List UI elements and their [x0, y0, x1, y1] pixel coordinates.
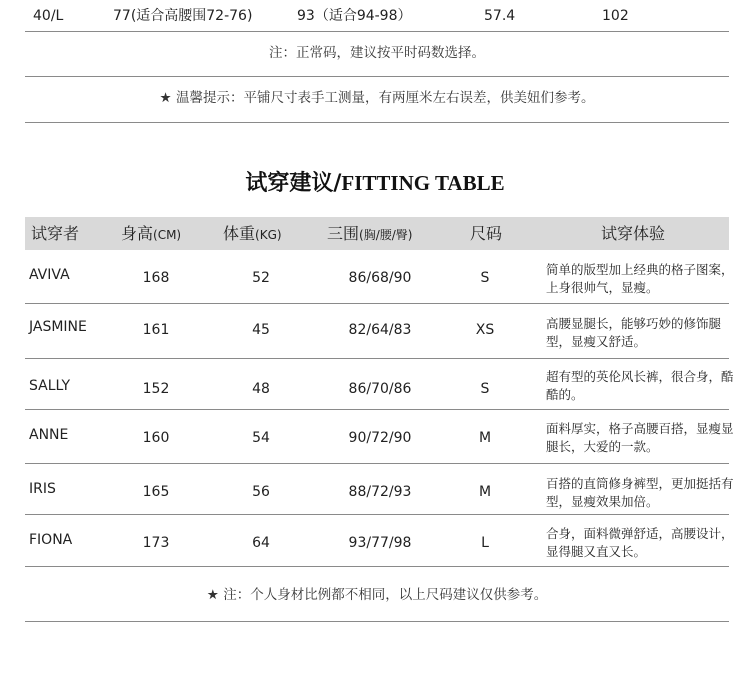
experience-text: 面料厚实，格子高腰百搭，显瘦显腿长，大爱的一款。: [546, 421, 734, 454]
size-value: M: [478, 484, 492, 500]
header-weight: 体重(KG): [223, 224, 282, 243]
tester-name: AVIVA: [29, 267, 70, 283]
weight-value: 52: [252, 270, 270, 286]
divider: [25, 31, 729, 32]
tester-name: JASMINE: [29, 319, 87, 335]
measurements-value: 86/70/86: [348, 381, 412, 397]
weight-value: 64: [252, 535, 270, 551]
table-row: [25, 464, 734, 515]
weight-value: 45: [252, 322, 270, 338]
header-experience: 试穿体验: [601, 224, 666, 243]
weight-value: 48: [252, 381, 270, 397]
extra-cell: 102: [602, 8, 629, 24]
header-size: 尺码: [470, 224, 503, 243]
table-row: [25, 410, 734, 464]
row-divider: [25, 566, 729, 567]
table-row: [25, 359, 734, 410]
divider: [25, 76, 729, 77]
size-value: S: [480, 270, 490, 286]
measurements-value: 90/72/90: [348, 430, 412, 446]
height-value: 168: [142, 270, 170, 286]
measurements-value: 93/77/98: [348, 535, 412, 551]
fitting-table-header: [25, 217, 729, 250]
height-value: 152: [142, 381, 170, 397]
header-measurements: 三围(胸/腰/臀): [327, 224, 413, 243]
footer-note: ★ 注：个人身材比例都不相同，以上尺码建议仅供参考。: [206, 587, 548, 603]
weight-value: 54: [252, 430, 270, 446]
tester-name: ANNE: [29, 427, 69, 443]
height-value: 165: [142, 484, 170, 500]
divider: [25, 621, 729, 622]
header-height: 身高(CM): [121, 224, 182, 243]
size-cell: 40/L: [33, 8, 64, 24]
experience-text: 高腰显腿长，能够巧妙的修饰腿型，显瘦又舒适。: [546, 316, 722, 349]
length-cell: 57.4: [484, 8, 516, 24]
experience-text: 合身，面料微弹舒适，高腰设计，显得腿又直又长。: [546, 526, 734, 559]
measurements-value: 86/68/90: [348, 270, 412, 286]
measurements-value: 88/72/93: [348, 484, 412, 500]
experience-text: 百搭的直筒修身裤型，更加挺括有型，显瘦效果加倍。: [546, 476, 734, 509]
size-value: XS: [475, 322, 495, 338]
title-english: FITTING TABLE: [341, 171, 505, 195]
measurement-tip: ★ 温馨提示：平铺尺寸表手工测量，有两厘米左右误差，供美妞们参考。: [159, 90, 595, 106]
waist-cell: 77(适合高腰围72-76): [113, 8, 253, 24]
divider: [25, 122, 729, 123]
header-tester: 试穿者: [31, 224, 80, 243]
tester-name: FIONA: [29, 532, 73, 548]
height-value: 173: [142, 535, 170, 551]
table-row: [25, 304, 729, 359]
size-value: M: [478, 430, 492, 446]
fitting-table-title: [0, 166, 750, 197]
tester-name: SALLY: [29, 378, 71, 394]
size-value: S: [480, 381, 490, 397]
experience-text: 简单的版型加上经典的格子图案，上身很帅气，显瘦。: [546, 262, 734, 295]
standard-size-note: 注：正常码，建议按平时码数选择。: [269, 45, 485, 61]
hip-cell: 93（适合94-98）: [297, 8, 412, 24]
size-value: L: [481, 535, 489, 551]
table-row: [25, 515, 734, 567]
measurements-value: 82/64/83: [348, 322, 412, 338]
title-chinese: 试穿建议/: [245, 171, 342, 196]
experience-text: 超有型的英伦风长裤，很合身，酷酷的。: [546, 369, 734, 402]
tester-name: IRIS: [29, 481, 56, 497]
height-value: 161: [142, 322, 170, 338]
weight-value: 56: [252, 484, 270, 500]
height-value: 160: [142, 430, 170, 446]
table-row: [25, 250, 734, 304]
